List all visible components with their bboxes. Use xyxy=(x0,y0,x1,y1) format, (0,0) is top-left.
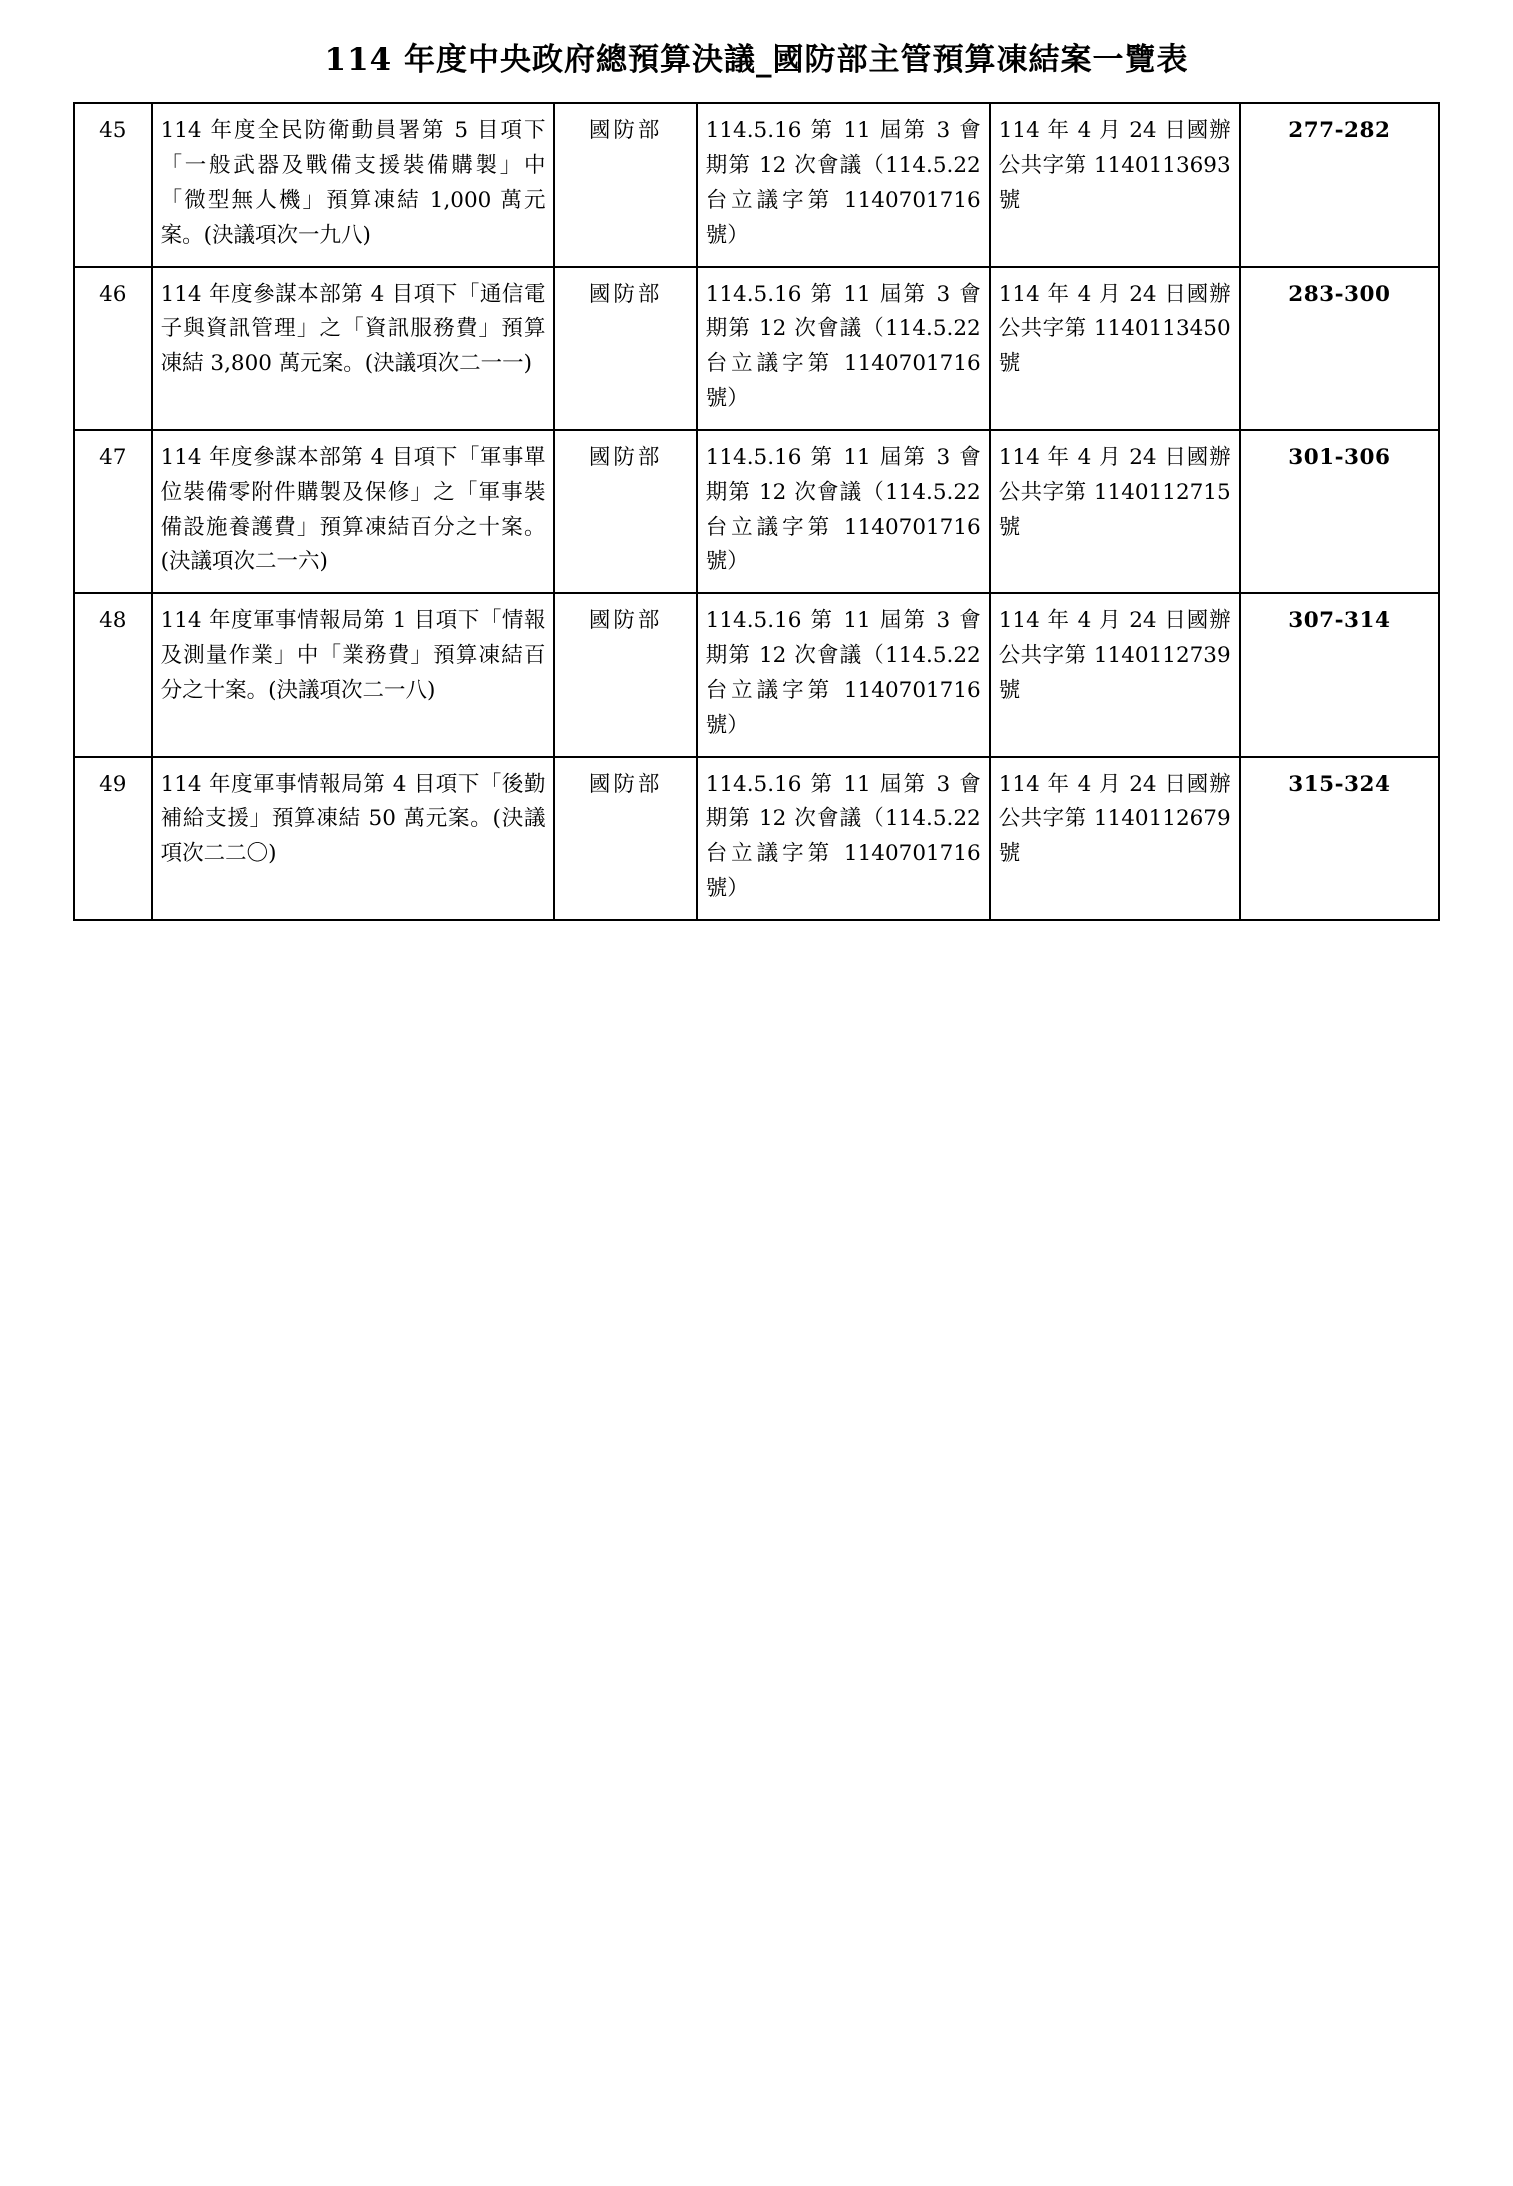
table-row xyxy=(74,430,1439,593)
budget-freeze-table xyxy=(73,102,1440,921)
row-number: 46 xyxy=(74,267,152,430)
row-document-number: 114 年 4 月 24 日國辦公共字第 1140112715 號 xyxy=(990,430,1240,593)
row-meeting: 114.5.16 第 11 屆第 3 會期第 12 次會議（114.5.22 台立議字第 1140701716 號） xyxy=(697,757,990,920)
table-row xyxy=(74,103,1439,266)
row-organization: 國防部 xyxy=(554,267,696,430)
page-title: 114 年度中央政府總預算決議_國防部主管預算凍結案一覽表 xyxy=(324,42,1189,78)
row-number: 47 xyxy=(74,430,152,593)
row-pages: 283-300 xyxy=(1240,267,1439,430)
row-document-number: 114 年 4 月 24 日國辦公共字第 1140112739 號 xyxy=(990,593,1240,756)
row-organization: 國防部 xyxy=(554,593,696,756)
row-document-number: 114 年 4 月 24 日國辦公共字第 1140113693 號 xyxy=(990,103,1240,266)
row-pages: 315-324 xyxy=(1240,757,1439,920)
row-meeting: 114.5.16 第 11 屆第 3 會期第 12 次會議（114.5.22 台立議字第 1140701716 號） xyxy=(697,267,990,430)
table-row xyxy=(74,593,1439,756)
row-organization: 國防部 xyxy=(554,757,696,920)
row-number: 48 xyxy=(74,593,152,756)
row-meeting: 114.5.16 第 11 屆第 3 會期第 12 次會議（114.5.22 台立議字第 1140701716 號） xyxy=(697,593,990,756)
row-description: 114 年度軍事情報局第 1 目項下「情報及測量作業」中「業務費」預算凍結百分之十案。(決議項次二一八) xyxy=(152,593,555,756)
row-meeting: 114.5.16 第 11 屆第 3 會期第 12 次會議（114.5.22 台立議字第 1140701716 號） xyxy=(697,430,990,593)
row-description: 114 年度軍事情報局第 4 目項下「後勤補給支援」預算凍結 50 萬元案。(決議項次二二〇) xyxy=(152,757,555,920)
row-pages: 301-306 xyxy=(1240,430,1439,593)
row-organization: 國防部 xyxy=(554,430,696,593)
row-organization: 國防部 xyxy=(554,103,696,266)
row-document-number: 114 年 4 月 24 日國辦公共字第 1140113450 號 xyxy=(990,267,1240,430)
row-pages: 277-282 xyxy=(1240,103,1439,266)
row-number: 49 xyxy=(74,757,152,920)
row-description: 114 年度參謀本部第 4 目項下「軍事單位裝備零附件購製及保修」之「軍事裝備設施養護費」預算凍結百分之十案。(決議項次二一六) xyxy=(152,430,555,593)
document-page xyxy=(0,40,1513,2186)
row-meeting: 114.5.16 第 11 屆第 3 會期第 12 次會議（114.5.22 台立議字第 1140701716 號） xyxy=(697,103,990,266)
row-document-number: 114 年 4 月 24 日國辦公共字第 1140112679 號 xyxy=(990,757,1240,920)
row-pages: 307-314 xyxy=(1240,593,1439,756)
row-description: 114 年度全民防衛動員署第 5 目項下「一般武器及戰備支援裝備購製」中「微型無人機」預算凍結 1,000 萬元案。(決議項次一九八) xyxy=(152,103,555,266)
row-description: 114 年度參謀本部第 4 目項下「通信電子與資訊管理」之「資訊服務費」預算凍結 3,800 萬元案。(決議項次二一一) xyxy=(152,267,555,430)
row-number: 45 xyxy=(74,103,152,266)
table-row xyxy=(74,267,1439,430)
table-row xyxy=(74,757,1439,920)
